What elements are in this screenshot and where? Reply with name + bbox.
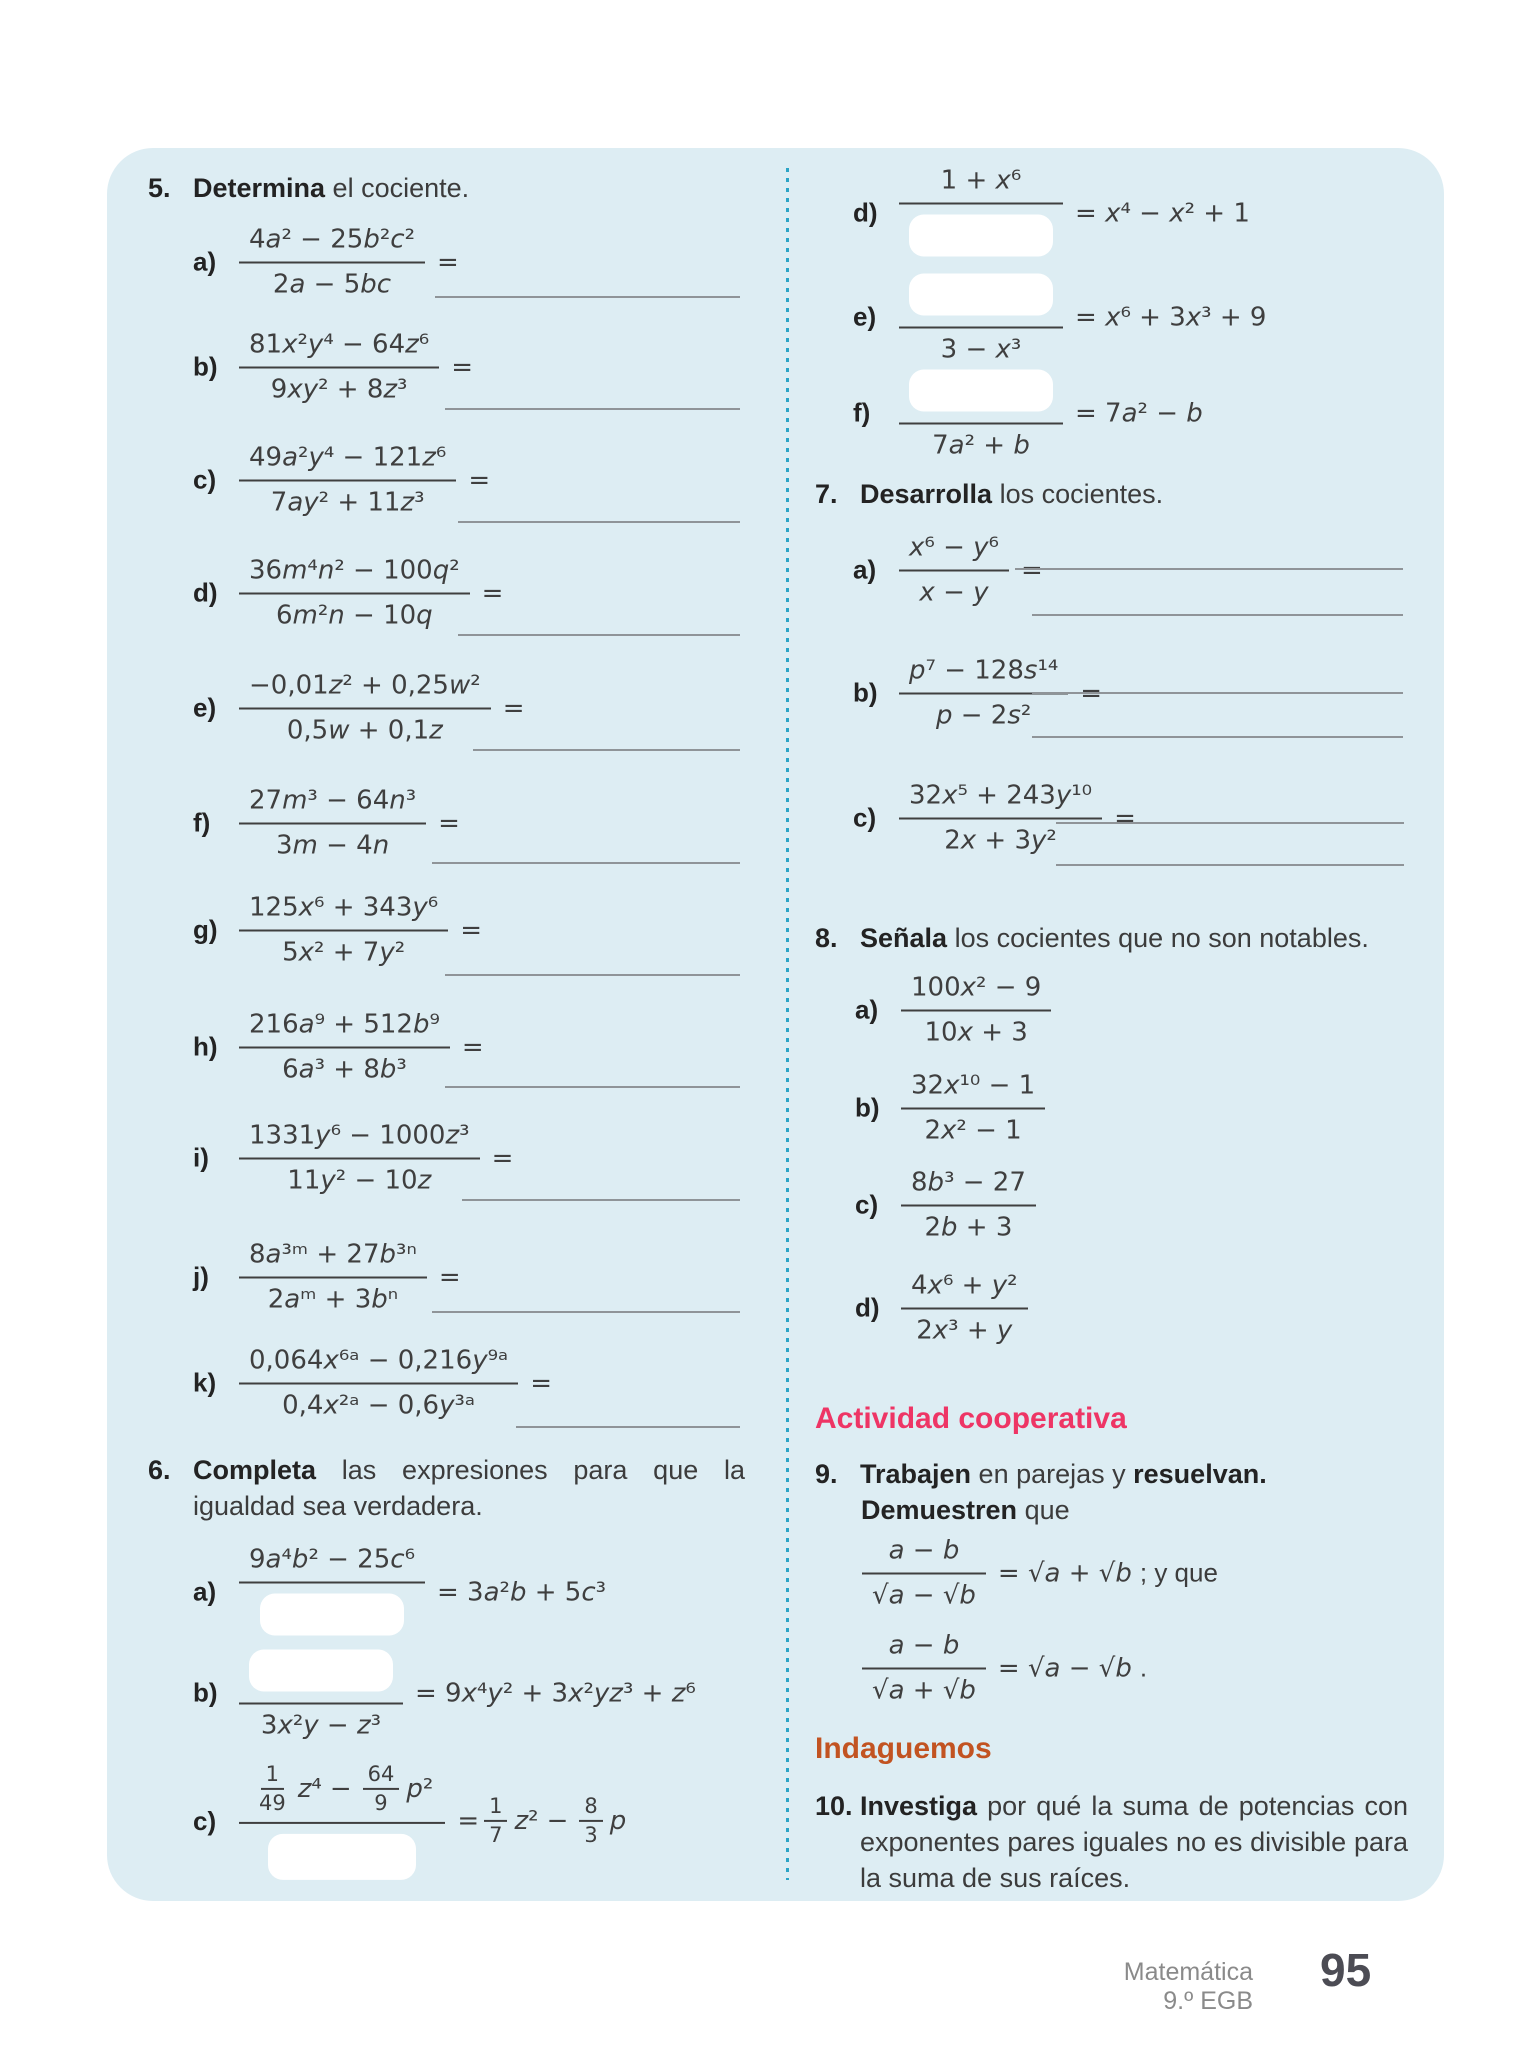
instruction-rest: que: [1017, 1495, 1070, 1525]
item-label: g): [193, 914, 218, 945]
column-divider: [786, 168, 789, 1880]
fraction: [899, 778, 1102, 859]
footer-course: Matemática: [1123, 1958, 1253, 1986]
exercise-number: 9.: [815, 1459, 838, 1489]
item-label: k): [193, 1367, 217, 1398]
denominator: √a − √b: [872, 1580, 976, 1611]
instruction-verb: resuelvan.: [1133, 1459, 1267, 1489]
item-label: a): [193, 246, 217, 277]
equals-sign: =: [1020, 555, 1043, 585]
numerator: [899, 267, 1063, 329]
numerator: 1331y⁶ − 1000z³: [239, 1118, 480, 1160]
indaguemos-heading: Indaguemos: [815, 1732, 992, 1765]
fraction: [239, 890, 448, 971]
numerator: 1 + x⁶: [899, 163, 1063, 205]
right-hand-side: = √a − √b: [997, 1653, 1132, 1683]
right-hand-side: = x⁶ + 3x³ + 9: [1075, 302, 1267, 332]
ex5-item-g: [193, 890, 482, 971]
answer-box: [249, 1650, 393, 1692]
answer-box: [260, 1594, 404, 1636]
denominator: 0,5w + 0,1z: [286, 715, 443, 746]
numerator: a − b: [862, 1533, 986, 1575]
denominator: 7a² + b: [932, 430, 1030, 461]
denominator: 11y² − 10z: [287, 1165, 432, 1196]
item-label: b): [193, 351, 218, 382]
numerator: 8b³ − 27: [901, 1165, 1036, 1207]
ex6-item-c: [193, 1755, 628, 1887]
answer-line: [1015, 568, 1403, 570]
ex5-item-d: [193, 553, 503, 634]
mini-denominator: 3: [584, 1823, 598, 1847]
instruction-verb: Trabajen: [860, 1459, 972, 1489]
numerator: 0,064x⁶ᵃ − 0,216y⁹ᵃ: [239, 1343, 518, 1385]
item-label: d): [193, 577, 218, 608]
item-label: e): [853, 301, 877, 332]
fraction: [239, 1643, 403, 1744]
fraction: [239, 1007, 450, 1088]
fraction: [239, 783, 426, 864]
ex5-item-f: [193, 783, 460, 864]
denominator: p − 2s²: [935, 700, 1032, 731]
ex9-heading-line2: [861, 1492, 1070, 1528]
page-number: 95: [1320, 1944, 1372, 1996]
answer-line: [432, 862, 740, 864]
denominator: 0,4x²ᵃ − 0,6y³ᵃ: [282, 1390, 476, 1421]
mini-fraction: [254, 1763, 291, 1815]
mini-fraction: [484, 1795, 507, 1847]
ex5-item-j: [193, 1237, 461, 1318]
instruction-text: [860, 1456, 1267, 1492]
instruction-text: [861, 1492, 1070, 1528]
item-label: f): [193, 807, 211, 838]
ex9-heading-line1: [815, 1456, 1267, 1492]
denominator: [899, 205, 1063, 264]
equals-sign: =: [457, 1806, 480, 1836]
item-label: a): [855, 994, 879, 1025]
ex8-item-d: [855, 1268, 1028, 1349]
ex5-item-i: [193, 1118, 513, 1199]
minus-operator: −: [546, 1806, 569, 1836]
fraction: [901, 970, 1051, 1051]
ex9-formula-2: [862, 1628, 1147, 1709]
fraction: [239, 327, 439, 408]
answer-line: [1032, 736, 1403, 738]
denominator: 6m²n − 10q: [275, 600, 433, 631]
answer-line: [516, 1426, 740, 1428]
instruction-rest: el cociente.: [325, 173, 470, 203]
item-label: b): [193, 1677, 218, 1708]
right-hand-side: = x⁴ − x² + 1: [1075, 198, 1250, 228]
answer-line: [445, 1086, 740, 1088]
formula-tail-text: .: [1139, 1652, 1148, 1683]
fraction: [239, 1755, 445, 1887]
exercise-number: 5.: [148, 173, 171, 203]
exercise-number: 10.: [815, 1791, 853, 1821]
denominator: 3m − 4n: [275, 830, 390, 861]
denominator: 5x² + 7y²: [282, 937, 406, 968]
answer-line: [1032, 614, 1403, 616]
formula-tail-text: ; y que: [1139, 1557, 1218, 1588]
denominator: 10x + 3: [924, 1017, 1028, 1048]
equals-sign: =: [530, 1368, 552, 1398]
answer-box: [909, 274, 1053, 316]
fraction: [239, 668, 491, 749]
equals-sign: =: [1114, 803, 1136, 833]
numerator: 32x¹⁰ − 1: [901, 1068, 1045, 1110]
ex7-item-a: [853, 530, 1043, 611]
ex6-item-e: [853, 267, 1266, 368]
ex6-item-f: [853, 363, 1203, 464]
item-label: a): [853, 554, 877, 585]
item-label: c): [855, 1189, 879, 1220]
numerator: 81x²y⁴ − 64z⁶: [239, 327, 439, 369]
item-label: c): [853, 802, 877, 833]
mini-denominator: 9: [374, 1791, 388, 1815]
answer-box: [268, 1834, 416, 1880]
numerator: 216a⁹ + 512b⁹: [239, 1007, 450, 1049]
fraction: [899, 163, 1063, 264]
answer-line: [458, 521, 740, 523]
equals-sign: =: [481, 578, 504, 608]
item-label: a): [193, 1576, 217, 1607]
ex9-formula-1: [862, 1533, 1218, 1614]
denominator: 2x² − 1: [924, 1115, 1022, 1146]
mini-denominator: 49: [259, 1791, 286, 1815]
fraction: [899, 530, 1009, 611]
denominator: 2x³ + y: [916, 1315, 1013, 1346]
ex5-item-b: [193, 327, 473, 408]
item-label: j): [193, 1261, 209, 1292]
fraction: [901, 1068, 1045, 1149]
ex6-item-b: [193, 1643, 696, 1744]
denominator: √a + √b: [872, 1675, 976, 1706]
right-hand-side: = 7a² − b: [1075, 398, 1203, 428]
answer-line: [445, 974, 740, 976]
fraction: [901, 1268, 1028, 1349]
answer-box: [909, 370, 1053, 412]
answer-line: [458, 634, 740, 636]
ex8-item-c: [855, 1165, 1036, 1246]
denominator: 9xy² + 8z³: [270, 374, 408, 405]
mini-numerator: 64: [363, 1763, 400, 1790]
fraction: [862, 1533, 986, 1614]
answer-box: [909, 215, 1053, 257]
math-term: z⁴: [297, 1774, 322, 1804]
equals-sign: =: [1080, 678, 1103, 708]
ex8-heading: [815, 920, 1369, 956]
fraction: [239, 553, 470, 634]
numerator: 36m⁴n² − 100q²: [239, 553, 470, 595]
numerator: 4x⁶ + y²: [901, 1268, 1028, 1310]
instruction-text: [860, 920, 1369, 956]
numerator: p⁷ − 128s¹⁴: [899, 653, 1068, 695]
answer-line: [1056, 864, 1404, 866]
instruction-rest: las expresiones para que la igualdad sea verdadera.: [193, 1455, 745, 1521]
numerator: x⁶ − y⁶: [899, 530, 1009, 572]
fraction: [239, 1237, 427, 1318]
mini-numerator: 1: [484, 1795, 507, 1822]
math-term: p: [609, 1806, 627, 1836]
instruction-verb: Investiga: [860, 1791, 978, 1821]
equals-sign: =: [468, 465, 491, 495]
ex8-item-a: [855, 970, 1051, 1051]
answer-line: [462, 1199, 740, 1201]
instruction-verb: Completa: [193, 1455, 317, 1485]
instruction-verb: Desarrolla: [860, 479, 993, 509]
answer-line: [445, 408, 740, 410]
item-label: h): [193, 1031, 218, 1062]
instruction-verb: Señala: [860, 923, 948, 953]
numerator: [239, 1755, 445, 1824]
denominator: 2aᵐ + 3bⁿ: [267, 1284, 399, 1315]
exercise-number: 7.: [815, 479, 838, 509]
fraction: [239, 1343, 518, 1424]
fraction: [239, 1118, 480, 1199]
denominator: 3 − x³: [940, 334, 1022, 365]
ex5-item-e: [193, 668, 524, 749]
denominator: 6a³ + 8b³: [282, 1054, 407, 1085]
denominator: [239, 1584, 425, 1643]
equals-sign: =: [502, 693, 525, 723]
numerator: −0,01z² + 0,25w²: [239, 668, 491, 710]
denominator: 2x + 3y²: [944, 825, 1057, 856]
mini-fraction: [363, 1763, 400, 1815]
equals-sign: =: [461, 1032, 484, 1062]
item-label: e): [193, 692, 217, 723]
right-hand-side: [479, 1795, 628, 1847]
item-label: d): [855, 1292, 880, 1323]
ex10-heading: [815, 1788, 1408, 1896]
equals-sign: =: [437, 247, 459, 277]
numerator: 27m³ − 64n³: [239, 783, 426, 825]
item-label: c): [193, 1805, 217, 1836]
fraction: [239, 440, 456, 521]
fraction: [239, 1542, 425, 1643]
numerator: [239, 1643, 403, 1705]
activity-heading: Actividad cooperativa: [815, 1402, 1127, 1435]
ex5-item-a: [193, 222, 459, 303]
equals-sign: =: [451, 352, 474, 382]
numerator: [899, 363, 1063, 425]
right-hand-side: = √a + √b: [997, 1558, 1132, 1588]
footer-course-info: [1124, 1958, 1253, 2016]
item-label: b): [853, 677, 878, 708]
instruction-rest: los cocientes.: [992, 479, 1164, 509]
ex7-item-c: [853, 778, 1136, 859]
equals-sign: =: [460, 915, 483, 945]
ex5-heading: [148, 170, 469, 206]
answer-line: [432, 1311, 740, 1313]
instruction-verb: Determina: [193, 173, 326, 203]
item-label: b): [855, 1092, 880, 1123]
fraction: [899, 267, 1063, 368]
math-term: z²: [514, 1806, 539, 1836]
mini-numerator: 1: [261, 1763, 284, 1790]
numerator: 125x⁶ + 343y⁶: [239, 890, 448, 932]
right-hand-side: = 3a²b + 5c³: [437, 1577, 607, 1607]
equals-sign: =: [438, 808, 460, 838]
answer-line: [1032, 692, 1403, 694]
mini-numerator: 8: [579, 1795, 602, 1822]
numerator: 8a³ᵐ + 27b³ⁿ: [239, 1237, 427, 1279]
fraction: [239, 222, 425, 303]
denominator: 3x²y − z³: [260, 1710, 382, 1741]
ex8-item-b: [855, 1068, 1045, 1149]
answer-line: [1056, 822, 1404, 824]
numerator: 9a⁴b² − 25c⁶: [239, 1542, 425, 1584]
instruction-rest: en parejas y: [971, 1459, 1134, 1489]
equals-sign: =: [438, 1262, 461, 1292]
instruction-text: [193, 1452, 745, 1524]
answer-line: [473, 749, 740, 751]
ex6-item-a: [193, 1542, 606, 1643]
numerator: 100x² − 9: [901, 970, 1051, 1012]
item-label: i): [193, 1142, 209, 1173]
fraction: [899, 363, 1063, 464]
mini-fraction: [579, 1795, 602, 1847]
mini-denominator: 7: [489, 1823, 503, 1847]
exercise-number: 8.: [815, 923, 838, 953]
instruction-text: [860, 476, 1163, 512]
denominator: [239, 1824, 445, 1887]
denominator: 2b + 3: [924, 1212, 1013, 1243]
equals-sign: =: [491, 1143, 514, 1173]
numerator: 32x⁵ + 243y¹⁰: [899, 778, 1102, 820]
instruction-text: [860, 1788, 1408, 1896]
numerator: 4a² − 25b²c²: [239, 222, 425, 264]
footer-grade: 9.º EGB: [1163, 1987, 1253, 2015]
ex5-item-h: [193, 1007, 484, 1088]
ex5-item-k: [193, 1343, 552, 1424]
exercise-number: 6.: [148, 1455, 171, 1485]
ex6-heading: [148, 1452, 745, 1524]
answer-line: [435, 296, 740, 298]
item-label: d): [853, 197, 878, 228]
instruction-text: [193, 170, 469, 206]
numerator: a − b: [862, 1628, 986, 1670]
minus-operator: −: [329, 1774, 352, 1804]
instruction-rest: por qué la suma de potencias con exponentes pares iguales no es divisible para la suma de sus raíces.: [860, 1791, 1408, 1893]
ex7-heading: [815, 476, 1163, 512]
instruction-verb: Demuestren: [861, 1495, 1018, 1525]
item-label: f): [853, 397, 871, 428]
numerator: 49a²y⁴ − 121z⁶: [239, 440, 456, 482]
denominator: 7ay² + 11z³: [270, 487, 425, 518]
math-term: p²: [406, 1774, 434, 1804]
item-label: c): [193, 464, 217, 495]
fraction: [862, 1628, 986, 1709]
right-hand-side: = 9x⁴y² + 3x²yz³ + z⁶: [415, 1678, 696, 1708]
fraction: [901, 1165, 1036, 1246]
denominator: 2a − 5bc: [272, 269, 392, 300]
ex6-item-d: [853, 163, 1250, 264]
ex5-item-c: [193, 440, 490, 521]
denominator: x − y: [919, 577, 989, 608]
instruction-rest: los cocientes que no son notables.: [947, 923, 1369, 953]
